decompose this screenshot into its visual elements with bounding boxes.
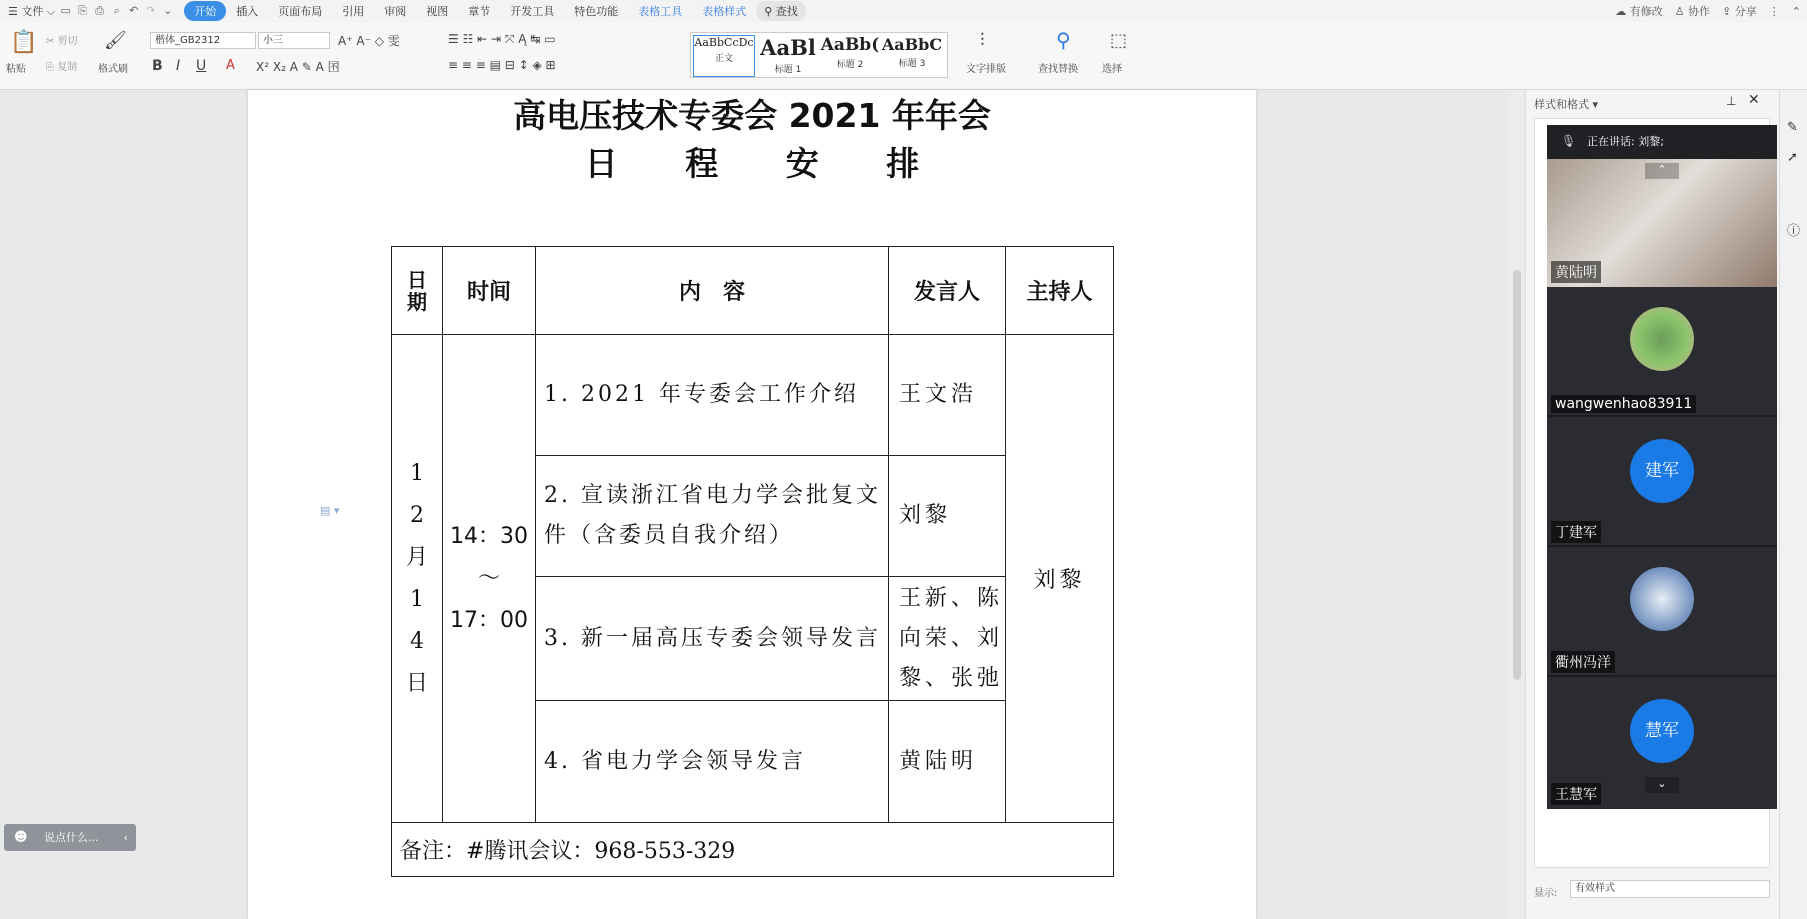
- file-menu[interactable]: ☰ 文件 ⌵: [8, 5, 56, 18]
- meeting-video-panel: [1547, 125, 1777, 809]
- scroll-thumb[interactable]: [1513, 270, 1521, 680]
- font-family-select[interactable]: 楷体_GB2312: [150, 32, 256, 49]
- participant-name: 王慧军: [1551, 783, 1601, 805]
- mic-icon: 🎙: [1561, 134, 1577, 148]
- export-pdf-icon[interactable]: ⎘: [78, 4, 88, 17]
- find-icon[interactable]: ⚲: [1056, 28, 1071, 52]
- time-cell: [443, 335, 536, 823]
- date-cell: 12月14日: [392, 335, 443, 823]
- participant-tile[interactable]: [1547, 679, 1777, 807]
- search-icon: ⚲: [764, 5, 776, 18]
- tab-page-layout[interactable]: 页面布局: [278, 5, 323, 18]
- copy-icon: ⎘: [46, 62, 58, 73]
- search-box[interactable]: ⚲ 查找: [756, 1, 806, 21]
- avatar: [1630, 307, 1694, 371]
- tab-view[interactable]: 视图: [426, 5, 449, 18]
- superscript-icon[interactable]: X² X₂ A ✎ A 囨: [256, 60, 340, 74]
- italic-icon[interactable]: I: [176, 58, 181, 74]
- copy-button[interactable]: ⎘ 复制: [46, 62, 78, 73]
- chevron-down-icon[interactable]: ⌄: [1645, 777, 1679, 793]
- speaker-3: 王新、陈向荣、刘黎、张弛: [889, 577, 1006, 701]
- menu-bar: [0, 0, 1807, 22]
- header-content: 内 容: [536, 247, 889, 335]
- more-icon[interactable]: ⋮: [1768, 4, 1780, 18]
- schedule-table[interactable]: [391, 246, 1114, 877]
- show-select[interactable]: 有效样式: [1570, 880, 1770, 898]
- style-heading-1[interactable]: AaBl 标题 1: [760, 35, 816, 75]
- print-preview-icon[interactable]: ⌕: [113, 4, 120, 17]
- tab-table-tools[interactable]: 表格工具: [638, 5, 683, 18]
- agenda-item-3: 3. 新一届高压专委会领导发言: [536, 577, 889, 701]
- participant-name: 黄陆明: [1551, 261, 1601, 283]
- agenda-item-2: 2. 宣读浙江省电力学会批复文件（含委员自我介绍）: [536, 456, 889, 577]
- header-date: 日期: [392, 247, 443, 335]
- style-normal[interactable]: AaBbCcDc 正文: [693, 35, 755, 77]
- find-replace-button[interactable]: 查找替换: [1038, 64, 1078, 75]
- avatar: 慧军: [1630, 699, 1694, 763]
- close-icon[interactable]: ✕: [1748, 92, 1760, 108]
- participant-tile[interactable]: [1547, 549, 1777, 677]
- bold-icon[interactable]: B: [152, 58, 163, 74]
- tab-start[interactable]: 开始: [184, 1, 226, 21]
- participant-name: wangwenhao83911: [1551, 395, 1696, 413]
- tab-developer[interactable]: 开发工具: [510, 5, 555, 18]
- share-button[interactable]: ⇪ 分享: [1722, 5, 1757, 18]
- underline-icon[interactable]: U: [196, 58, 207, 74]
- time-end: 17：00: [450, 607, 528, 633]
- format-painter-button[interactable]: 格式刷: [98, 64, 128, 75]
- select-icon[interactable]: ⬚: [1110, 30, 1128, 51]
- vertical-scrollbar[interactable]: [1510, 90, 1524, 919]
- right-toolbar: [1779, 90, 1807, 919]
- chat-icon: ☻: [14, 830, 28, 845]
- participant-tile[interactable]: [1547, 419, 1777, 547]
- meeting-note: 备注：#腾讯会议：968-553-329: [392, 823, 1114, 877]
- document-subtitle: 日 程 安 排: [584, 144, 948, 183]
- comment-placeholder: 说点什么...: [44, 831, 99, 844]
- show-label: 显示:: [1534, 888, 1558, 899]
- document-title: 高电压技术专委会 2021 年年会: [513, 96, 991, 135]
- participant-tile[interactable]: [1547, 159, 1777, 287]
- modified-status[interactable]: ☁ 有修改: [1615, 5, 1663, 18]
- select-button[interactable]: 选择: [1102, 64, 1122, 75]
- chevron-left-icon[interactable]: ‹: [123, 831, 128, 844]
- paste-icon[interactable]: 📋: [10, 30, 38, 55]
- person-icon: ♙: [1674, 5, 1689, 18]
- tab-references[interactable]: 引用: [342, 5, 365, 18]
- font-color-icon[interactable]: A: [226, 58, 235, 73]
- redo-icon[interactable]: ↷: [146, 4, 156, 17]
- align-icons[interactable]: ≡ ≡ ≡ ▤ ⊟ ↕ ◈ ⊞: [448, 58, 556, 72]
- host-cell: 刘黎: [1006, 335, 1114, 823]
- font-size-select[interactable]: 小三: [258, 32, 330, 49]
- time-separator: ～: [477, 565, 500, 591]
- tab-table-style[interactable]: 表格样式: [702, 5, 747, 18]
- speaker-2: 刘黎: [889, 456, 1006, 577]
- comment-widget[interactable]: [4, 824, 136, 851]
- style-gallery: [690, 32, 948, 78]
- cursor-icon[interactable]: ➚: [1787, 150, 1798, 165]
- participant-name: 衢州冯洋: [1551, 651, 1615, 673]
- participant-tile[interactable]: [1547, 289, 1777, 417]
- cut-button[interactable]: ✂ 剪切: [46, 36, 78, 47]
- header-speaker: 发言人: [889, 247, 1006, 335]
- text-layout-icon[interactable]: ⫶: [980, 30, 985, 51]
- agenda-item-4: 4. 省电力学会领导发言: [536, 701, 889, 823]
- ribbon-tabs: [184, 1, 806, 21]
- participant-name: 丁建军: [1551, 521, 1601, 543]
- tab-insert[interactable]: 插入: [236, 5, 259, 18]
- speaking-indicator: 正在讲话: 刘黎;: [1547, 125, 1777, 159]
- avatar: 建军: [1630, 439, 1694, 503]
- header-host: 主持人: [1006, 247, 1114, 335]
- style-heading-2[interactable]: AaBb( 标题 2: [820, 35, 880, 70]
- page-icon[interactable]: ▤ ▾: [320, 504, 340, 517]
- list-icons[interactable]: ☰ ☷ ⇤ ⇥ ⤧ Ą ↹ ▭: [448, 32, 556, 46]
- share-icon: ⇪: [1722, 5, 1735, 18]
- document-page[interactable]: [248, 90, 1256, 919]
- tab-review[interactable]: 审阅: [384, 5, 407, 18]
- edit-icon[interactable]: ✎: [1787, 120, 1798, 135]
- agenda-item-1: 1. 2021 年专委会工作介绍: [536, 335, 889, 456]
- collaborate-button[interactable]: ♙ 协作: [1674, 5, 1711, 18]
- print-icon[interactable]: ⎙: [95, 4, 105, 17]
- time-start: 14：30: [450, 523, 528, 549]
- save-icon[interactable]: ▭: [60, 4, 71, 17]
- tab-features[interactable]: 特色功能: [574, 5, 619, 18]
- avatar: [1630, 567, 1694, 631]
- speaker-1: 王文浩: [889, 335, 1006, 456]
- collapse-icon[interactable]: ⌃: [1791, 4, 1801, 18]
- chevron-up-icon[interactable]: ⌃: [1645, 163, 1679, 179]
- style-heading-3[interactable]: AaBbC 标题 3: [881, 35, 943, 69]
- grow-font-icon[interactable]: A⁺ A⁻ ◇ 雯: [338, 34, 400, 48]
- styles-pane-title[interactable]: 样式和格式 ▾: [1534, 98, 1599, 111]
- scissors-icon: ✂: [46, 36, 58, 47]
- customize-icon[interactable]: ⌄: [163, 4, 173, 17]
- tab-chapter[interactable]: 章节: [468, 5, 491, 18]
- text-layout-button[interactable]: 文字排版: [966, 64, 1006, 75]
- undo-icon[interactable]: ↶: [129, 4, 139, 17]
- brush-icon[interactable]: 🖌: [104, 30, 127, 51]
- speaker-4: 黄陆明: [889, 701, 1006, 823]
- ribbon: [0, 22, 1807, 90]
- paste-button[interactable]: 粘贴: [6, 64, 26, 75]
- help-icon[interactable]: ⓘ: [1787, 224, 1801, 239]
- header-time: 时间: [443, 247, 536, 335]
- cloud-icon: ☁: [1615, 5, 1630, 18]
- pin-icon[interactable]: ⊥: [1726, 94, 1737, 108]
